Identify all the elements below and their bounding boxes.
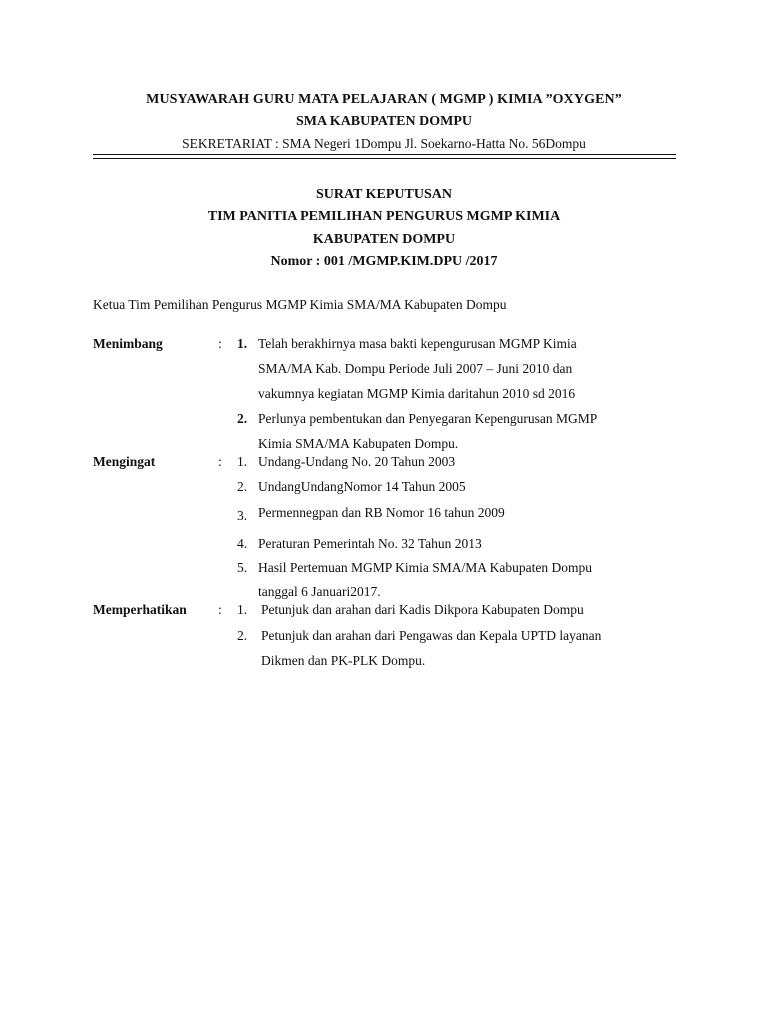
intro-text: Ketua Tim Pemilihan Pengurus MGMP Kimia SMA/MA Kabupaten Dompu [93,297,507,312]
document-title: SURAT KEPUTUSAN [315,187,452,202]
letterhead-secretariat: SEKRETARIAT : SMA Negeri 1Dompu Jl. Soekarno-Hatta No. 56Dompu [182,136,586,151]
list-item-text: Permennegpan dan RB Nomor 16 tahun 2009 [258,505,505,520]
section-label-menimbang: Menimbang [93,336,163,351]
letterhead-rule-thin [93,158,676,159]
document-subtitle: TIM PANITIA PEMILIHAN PENGURUS MGMP KIMIA [207,209,561,224]
list-number: 5. [237,560,248,575]
list-item-text: SMA/MA Kab. Dompu Periode Juli 2007 – Juni 2010 dan [258,361,573,376]
list-item-text: Kimia SMA/MA Kabupaten Dompu. [258,436,459,451]
list-item-text: tanggal 6 Januari2017. [258,584,381,599]
list-number: 1. [237,454,248,469]
list-item-text: Perlunya pembentukan dan Penyegaran Kepengurusan MGMP [258,411,598,426]
list-item-text: Petunjuk dan arahan dari Kadis Dikpora Kabupaten Dompu [261,602,584,617]
section-colon: : [218,602,222,617]
document-number: Nomor : 001 /MGMP.KIM.DPU /2017 [270,254,498,269]
list-item-text: Undang-Undang No. 20 Tahun 2003 [258,454,456,469]
document-subtitle-region: KABUPATEN DOMPU [312,232,456,247]
letterhead-school: SMA KABUPATEN DOMPU [295,114,473,129]
list-item-text: Peraturan Pemerintah No. 32 Tahun 2013 [258,536,482,551]
list-item-text: Petunjuk dan arahan dari Pengawas dan Kepala UPTD layanan [261,628,602,643]
section-label-memperhatikan: Memperhatikan [93,602,187,617]
list-number: 2. [237,628,248,643]
list-number: 2. [237,411,248,426]
list-number: 3. [237,508,248,523]
list-item-text: vakumnya kegiatan MGMP Kimia daritahun 2010 sd 2016 [258,386,576,401]
list-number: 1. [237,602,248,617]
letterhead-rule-thick [93,154,676,155]
section-label-mengingat: Mengingat [93,454,156,469]
list-number: 1. [237,336,248,351]
letterhead-organization: MUSYAWARAH GURU MATA PELAJARAN ( MGMP ) KIMIA ”OXYGEN” [146,92,622,107]
list-number: 2. [237,479,248,494]
list-item-text: UndangUndangNomor 14 Tahun 2005 [258,479,466,494]
list-number: 4. [237,536,248,551]
section-colon: : [218,336,222,351]
list-item-text: Dikmen dan PK-PLK Dompu. [261,653,426,668]
list-item-text: Telah berakhirnya masa bakti kepengurusan MGMP Kimia [258,336,577,351]
section-colon: : [218,454,222,469]
list-item-text: Hasil Pertemuan MGMP Kimia SMA/MA Kabupaten Dompu [258,560,592,575]
